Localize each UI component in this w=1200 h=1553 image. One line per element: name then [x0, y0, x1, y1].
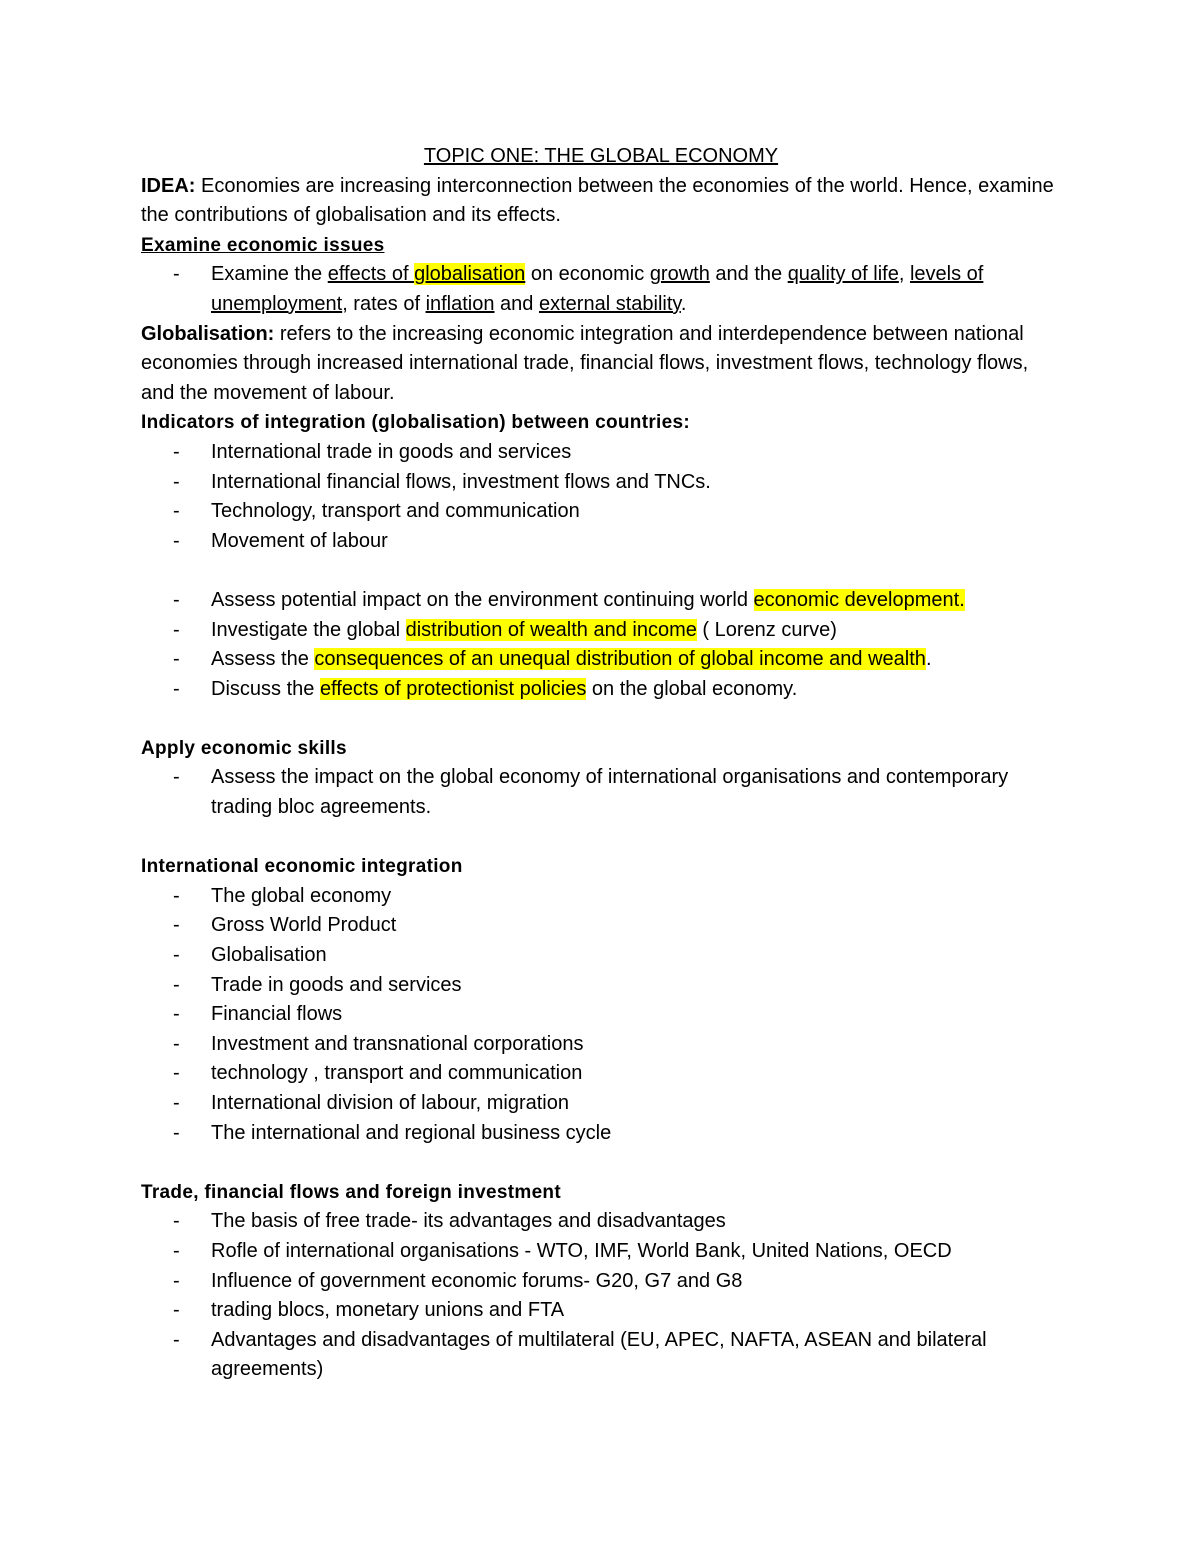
text-run: on economic — [525, 263, 650, 286]
text-run: . — [680, 292, 687, 315]
list-item — [141, 1207, 1061, 1237]
text-run: , rates of — [342, 292, 426, 315]
dash-bullet: - — [173, 648, 180, 671]
dash-bullet: - — [173, 1210, 180, 1233]
list-item — [141, 527, 1061, 557]
list-item-text: Trade in goods and services — [211, 973, 462, 996]
globalisation-paragraph — [141, 320, 1061, 409]
examine-list — [141, 260, 1061, 319]
list-item — [141, 941, 1061, 971]
list-item — [141, 260, 1061, 319]
underlined-text: levels of unemployment — [211, 263, 984, 315]
list-item-text: Assess the impact on the global economy of international organisations and contemporary trading bloc agreements. — [211, 766, 1009, 819]
text-run: on the global economy. — [586, 677, 798, 700]
list-item — [141, 1267, 1061, 1297]
list-item-text: Technology, transport and communication — [211, 500, 580, 523]
globalisation-text: refers to the increasing economic integration and interdependence between national economies through increased international trade, financial flows, investment flows, technology flows, and the movement of labour. — [141, 322, 1029, 404]
list-item-text: International financial flows, investment flows and TNCs. — [211, 470, 711, 493]
dash-bullet: - — [173, 1269, 180, 1292]
spacer — [141, 704, 1061, 734]
dash-bullet: - — [173, 944, 180, 967]
dash-bullet: - — [173, 1003, 180, 1026]
text-run: and the — [709, 263, 788, 286]
list-item-text: Movement of labour — [211, 529, 388, 552]
globalisation-label: Globalisation: — [141, 322, 275, 345]
dash-bullet: - — [173, 1032, 180, 1055]
list-item — [141, 616, 1061, 646]
list-item — [141, 971, 1061, 1001]
assess-list — [141, 586, 1061, 704]
dash-bullet: - — [173, 618, 180, 641]
idea-label: IDEA: — [141, 174, 196, 197]
list-item-text: The international and regional business cycle — [211, 1121, 612, 1144]
dash-bullet: - — [173, 1062, 180, 1085]
dash-bullet: - — [173, 470, 180, 493]
list-item-text: The global economy — [211, 884, 392, 907]
text-run: Investigate the global — [211, 618, 406, 641]
text-run: Examine the — [211, 263, 328, 286]
list-item — [141, 1089, 1061, 1119]
idea-paragraph — [141, 172, 1061, 231]
highlighted-text: distribution of wealth and income — [405, 618, 697, 641]
dash-bullet: - — [173, 884, 180, 907]
dash-bullet: - — [173, 440, 180, 463]
dash-bullet: - — [173, 766, 180, 789]
list-item — [141, 911, 1061, 941]
underlined-text: growth — [649, 263, 710, 286]
list-item — [141, 438, 1061, 468]
list-item-text: Financial flows — [211, 1003, 343, 1026]
dash-bullet: - — [173, 914, 180, 937]
list-item-text: Advantages and disadvantages of multilateral (EU, APEC, NAFTA, ASEAN and bilateral agreements) — [211, 1328, 987, 1381]
underlined-text: external stability — [538, 292, 681, 315]
dash-bullet: - — [173, 1299, 180, 1322]
examine-heading: Examine economic issues — [141, 234, 385, 256]
text-run: Assess potential impact on the environment continuing world — [211, 588, 754, 611]
dash-bullet: - — [173, 1239, 180, 1262]
list-item-text: technology , transport and communication — [211, 1062, 583, 1085]
dash-bullet: - — [173, 677, 180, 700]
indicators-heading: Indicators of integration (globalisation) between countries: — [141, 412, 690, 434]
list-item-text: Influence of government economic forums- G20, G7 and G8 — [211, 1269, 743, 1292]
list-item-text: International trade in goods and services — [211, 440, 572, 463]
list-item — [141, 1119, 1061, 1149]
page-title: TOPIC ONE: THE GLOBAL ECONOMY — [423, 145, 779, 167]
dash-bullet: - — [173, 1121, 180, 1144]
list-item-text: The basis of free trade- its advantages and disadvantages — [211, 1210, 726, 1233]
list-item-text: Gross World Product — [211, 914, 397, 937]
text-run: and — [494, 292, 539, 315]
list-item-text: Globalisation — [211, 944, 327, 967]
list-item — [141, 675, 1061, 705]
underlined-text: effects of — [327, 263, 415, 286]
underlined-text: inflation — [425, 292, 495, 315]
trade-heading: Trade, financial flows and foreign investment — [141, 1181, 561, 1203]
dash-bullet: - — [173, 263, 180, 286]
list-item — [141, 645, 1061, 675]
text-run: , — [898, 263, 910, 286]
dash-bullet: - — [173, 588, 180, 611]
list-item — [141, 882, 1061, 912]
list-item — [141, 1030, 1061, 1060]
list-item — [141, 1059, 1061, 1089]
list-item — [141, 497, 1061, 527]
text-run: Assess the — [211, 648, 315, 671]
list-item-text: Investment and transnational corporations — [211, 1032, 584, 1055]
dash-bullet: - — [173, 1328, 180, 1351]
text-run: ( Lorenz curve) — [696, 618, 837, 641]
list-item-text: International division of labour, migration — [211, 1092, 569, 1114]
list-item — [141, 586, 1061, 616]
text-run: Discuss the — [211, 677, 320, 700]
dash-bullet: - — [173, 1092, 180, 1114]
spacer — [141, 1148, 1061, 1178]
document-page — [141, 142, 1061, 1385]
underlined-text: quality of life — [787, 263, 899, 286]
list-item — [141, 1000, 1061, 1030]
list-item — [141, 1237, 1061, 1267]
indicators-list — [141, 438, 1061, 556]
dash-bullet: - — [173, 529, 180, 552]
list-item-text: Rofle of international organisations - WTO, IMF, World Bank, United Nations, OECD — [211, 1239, 952, 1262]
spacer — [141, 556, 1061, 586]
text-run: . — [925, 648, 932, 671]
trade-list — [141, 1207, 1061, 1385]
list-item — [141, 1296, 1061, 1326]
dash-bullet: - — [173, 500, 180, 523]
highlighted-text: consequences of an unequal distribution of global income and wealth — [314, 648, 926, 671]
skills-list — [141, 763, 1061, 822]
list-item — [141, 1326, 1061, 1385]
list-item — [141, 468, 1061, 498]
idea-text: Economies are increasing interconnection between the economies of the world. Hence, examine the contributions of globalisation and its effects. — [141, 174, 1054, 227]
spacer — [141, 823, 1061, 853]
list-item-text: trading blocs, monetary unions and FTA — [211, 1299, 565, 1322]
highlighted-text: economic development. — [753, 588, 965, 611]
integration-heading: International economic integration — [141, 856, 463, 878]
dash-bullet: - — [173, 973, 180, 996]
integration-list — [141, 882, 1061, 1148]
highlighted-text: effects of protectionist policies — [319, 677, 587, 700]
highlighted-text: globalisation — [414, 263, 526, 286]
list-item — [141, 763, 1061, 822]
skills-heading: Apply economic skills — [141, 737, 347, 759]
